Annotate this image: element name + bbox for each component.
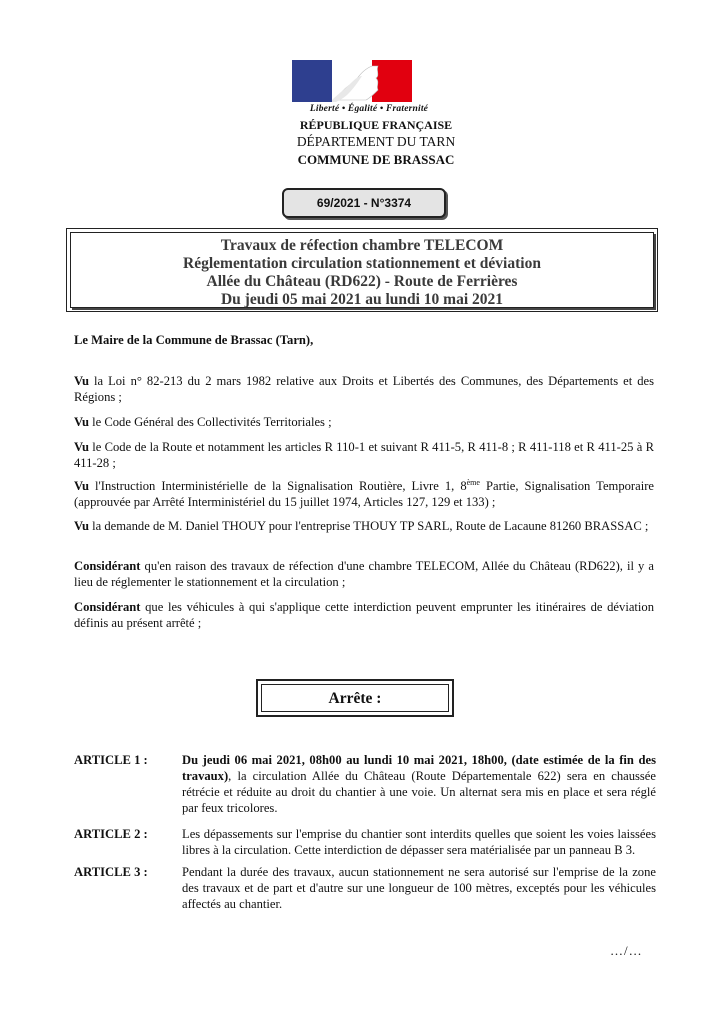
consideration-lead: Considérant [74,559,141,573]
commune-name: COMMUNE DE BRASSAC [297,152,455,167]
article-text [182,752,656,816]
article-body: Les dépassements sur l'emprise du chantier sont interdits quelles que soient les voies laissées libres à la circulation. Cette interdiction de dépasser sera matérialisée par un panneau B 3. [182,827,656,857]
consideration-paragraph [74,373,654,405]
article-dates: Du jeudi 06 mai 2021, 08h00 au lundi 10 mai 2021, 18h00, (date estimée de la fin des travaux) [182,753,656,783]
consideration-lead: Considérant [74,600,141,614]
reference-number: 69/2021 - N°3374 [282,188,446,218]
title-line-4: Du jeudi 05 mai 2021 au lundi 10 mai 2021 [220,291,504,308]
arrete-heading: Arrête : [261,684,449,712]
consideration-text: que les véhicules à qui s'applique cette interdiction peuvent emprunter les itinéraires de déviation définis au présent arrêté ; [74,600,654,630]
article-body: Pendant la durée des travaux, aucun stationnement ne sera autorisé sur l'emprise de la zone des travaux et de part et d'autre sur une longueur de 100 mètres, exceptés pour les véhicules affectés au chantier. [182,865,656,911]
article-text [182,864,656,912]
superscript-ordinal: ème [466,477,480,487]
consideration-lead: Vu [74,374,89,388]
article-text [182,826,656,858]
republic-motto: Liberté • Égalité • Fraternité [309,104,429,114]
consideration-lead: Vu [74,519,89,533]
consideration-text: le Code Général des Collectivités Territoriales ; [88,415,332,429]
consideration-text: la demande de M. Daniel THOUY pour l'entreprise THOUY TP SARL, Route de Lacaune 81260 BRASSAC ; [88,519,649,533]
consideration-paragraph [74,518,654,534]
title-line-2: Réglementation circulation stationnement et déviation [183,255,541,272]
consideration-text: l'Instruction Interministérielle de la Signalisation Routière, Livre 1, 8 [88,479,467,493]
consideration-paragraph [74,599,654,631]
consideration-lead: Vu [74,415,89,429]
department-name: DÉPARTEMENT DU TARN [296,134,456,149]
consideration-paragraph [74,414,654,430]
consideration-paragraph [74,439,654,471]
article-label: ARTICLE 1 : [74,753,148,767]
article-label: ARTICLE 2 : [74,827,148,841]
consideration-lead: Vu [74,440,89,454]
consideration-text: qu'en raison des travaux de réfection d'une chambre TELECOM, Allée du Château (RD622), il y a lieu de réglementer le stationnement et la circulation ; [74,559,654,589]
consideration-lead: Vu [74,479,89,493]
marianne-logo-icon [292,60,412,102]
title-box [66,228,658,312]
consideration-paragraph [74,478,654,510]
intro-line: Le Maire de la Commune de Brassac (Tarn), [74,333,314,347]
consideration-text: le Code de la Route et notamment les articles R 110-1 et suivant R 411-5, R 411-8 ; R 411-118 et R 411-25 à R 411-28 ; [74,440,654,470]
arrete-box [256,679,454,717]
article-body: , la circulation Allée du Château (Route Départementale 622) sera en chaussée rétrécie et réduite au droit du chantier à une voie. Un alternat sera mis en place et sera réglé par feux tricolores. [182,769,656,815]
article-label: ARTICLE 3 : [74,865,148,879]
republic-name: RÉPUBLIQUE FRANÇAISE [299,118,453,132]
title-line-1: Travaux de réfection chambre TELECOM [220,237,504,254]
title-line-3: Allée du Château (RD622) - Route de Ferrières [206,273,518,290]
consideration-text-cont: Partie, Signalisation Temporaire (approuvée par Arrêté Interministériel du 15 juillet 1974, Articles 127, 129 et 133) ; [74,479,654,509]
continuation-marker: …/… [610,943,643,958]
consideration-paragraph [74,558,654,590]
consideration-text: la Loi n° 82-213 du 2 mars 1982 relative aux Droits et Libertés des Communes, des Départements et des Régions ; [74,374,654,404]
